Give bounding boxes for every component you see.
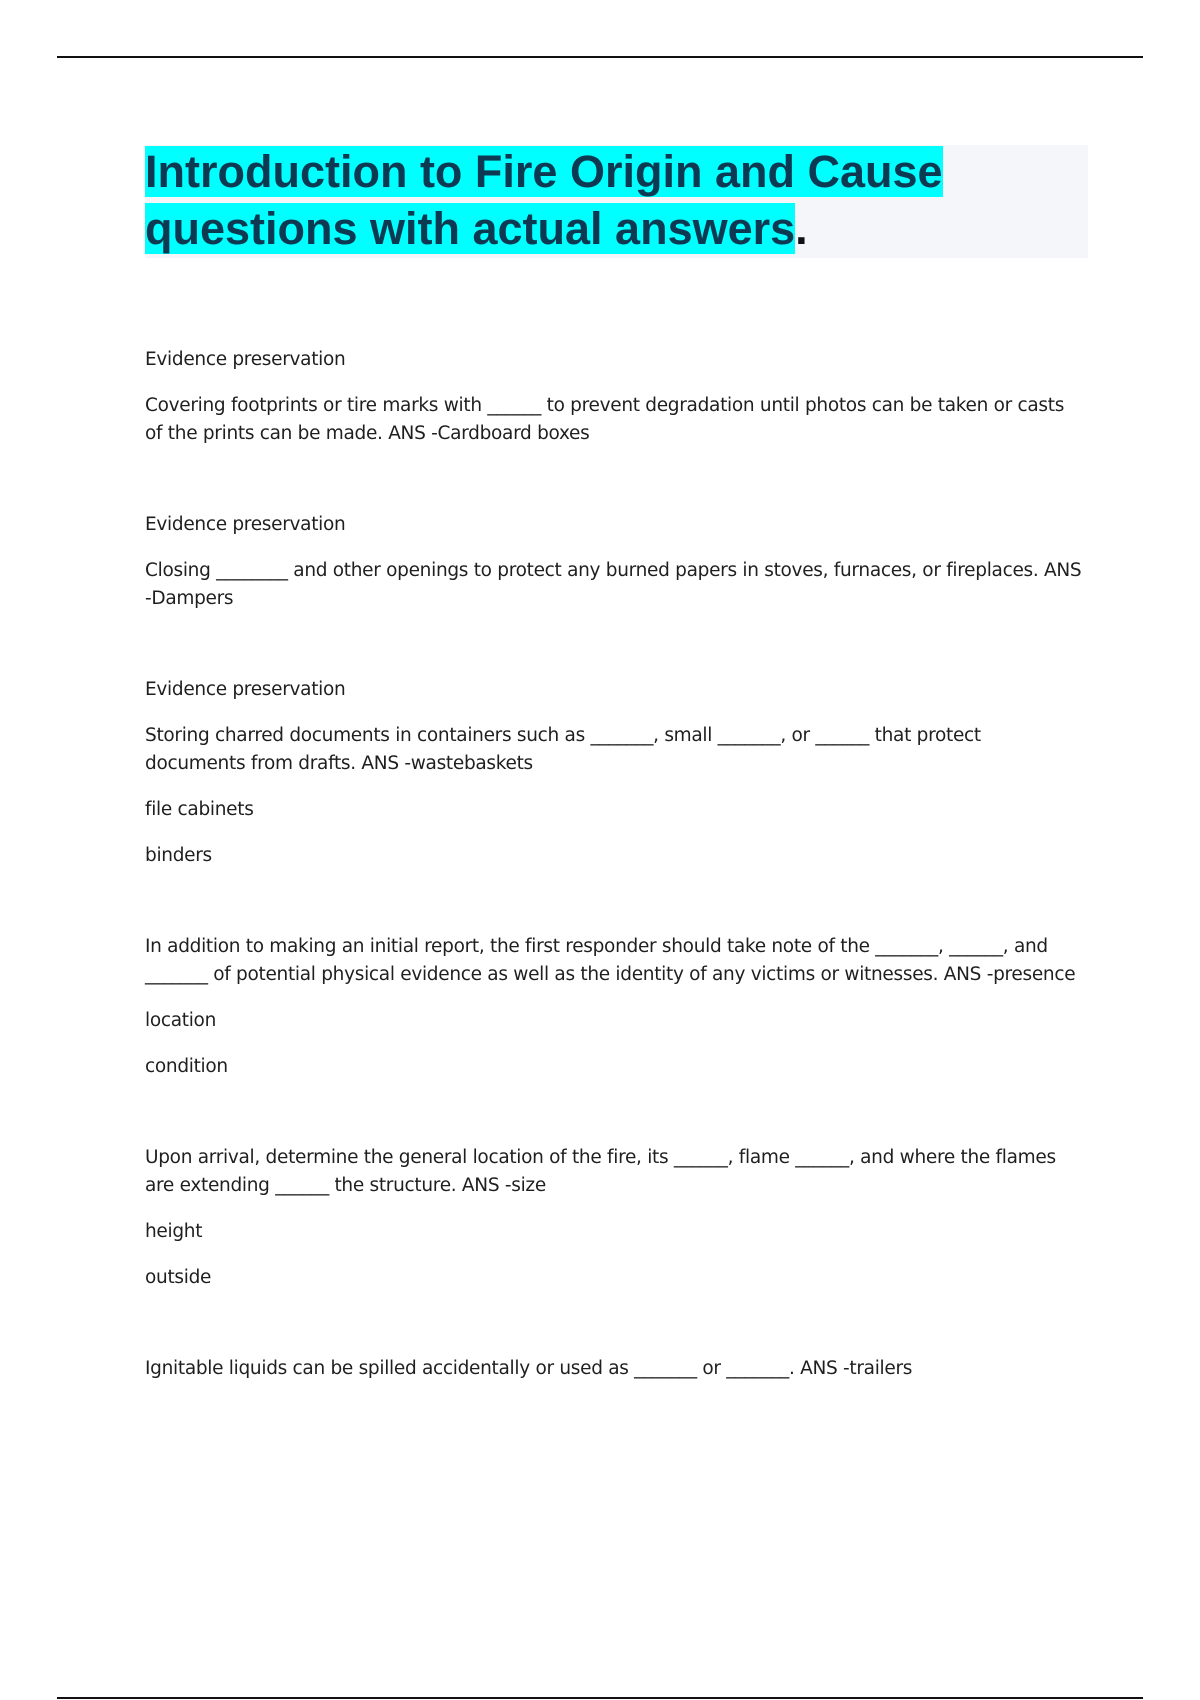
qa-answer-item: outside xyxy=(145,1267,212,1288)
qa-answer-item: condition xyxy=(145,1056,228,1077)
qa-topic: Evidence preservation xyxy=(145,349,346,370)
qa-question: Upon arrival, determine the general location of the fire, its ______, flame ______, and where the flames are extending ______ the structure. ANS -size xyxy=(145,1147,1056,1196)
title-line-2: questions with actual answers xyxy=(145,203,796,254)
qa-question: Ignitable liquids can be spilled accidentally or used as _______ or _______. ANS -trailers xyxy=(145,1358,913,1379)
page-bottom-rule xyxy=(57,1697,1143,1699)
qa-answer-item: file cabinets xyxy=(145,799,254,820)
qa-question: Covering footprints or tire marks with ______ to prevent degradation until photos can be taken or casts of the prints can be made. ANS -Cardboard boxes xyxy=(145,395,1065,444)
title-line-1: Introduction to Fire Origin and Cause xyxy=(145,146,943,197)
qa-content xyxy=(145,346,1085,1383)
title-period: . xyxy=(795,203,808,254)
page-top-rule xyxy=(57,56,1143,58)
qa-question: Storing charred documents in containers such as _______, small _______, or ______ that protect documents from drafts. ANS -wastebaskets xyxy=(145,725,981,774)
qa-answer-item: location xyxy=(145,1010,217,1031)
qa-topic: Evidence preservation xyxy=(145,679,346,700)
qa-question: In addition to making an initial report, the first responder should take note of the _______, ______, and _______ of potential physical evidence as well as the identity of any victims or witnesses. ANS -presence xyxy=(145,936,1076,985)
document-title xyxy=(145,143,1088,257)
qa-answer-item: height xyxy=(145,1221,203,1242)
qa-answer-item: binders xyxy=(145,845,212,866)
qa-topic: Evidence preservation xyxy=(145,514,346,535)
qa-question: Closing ________ and other openings to protect any burned papers in stoves, furnaces, or fireplaces. ANS -Dampers xyxy=(145,560,1082,609)
